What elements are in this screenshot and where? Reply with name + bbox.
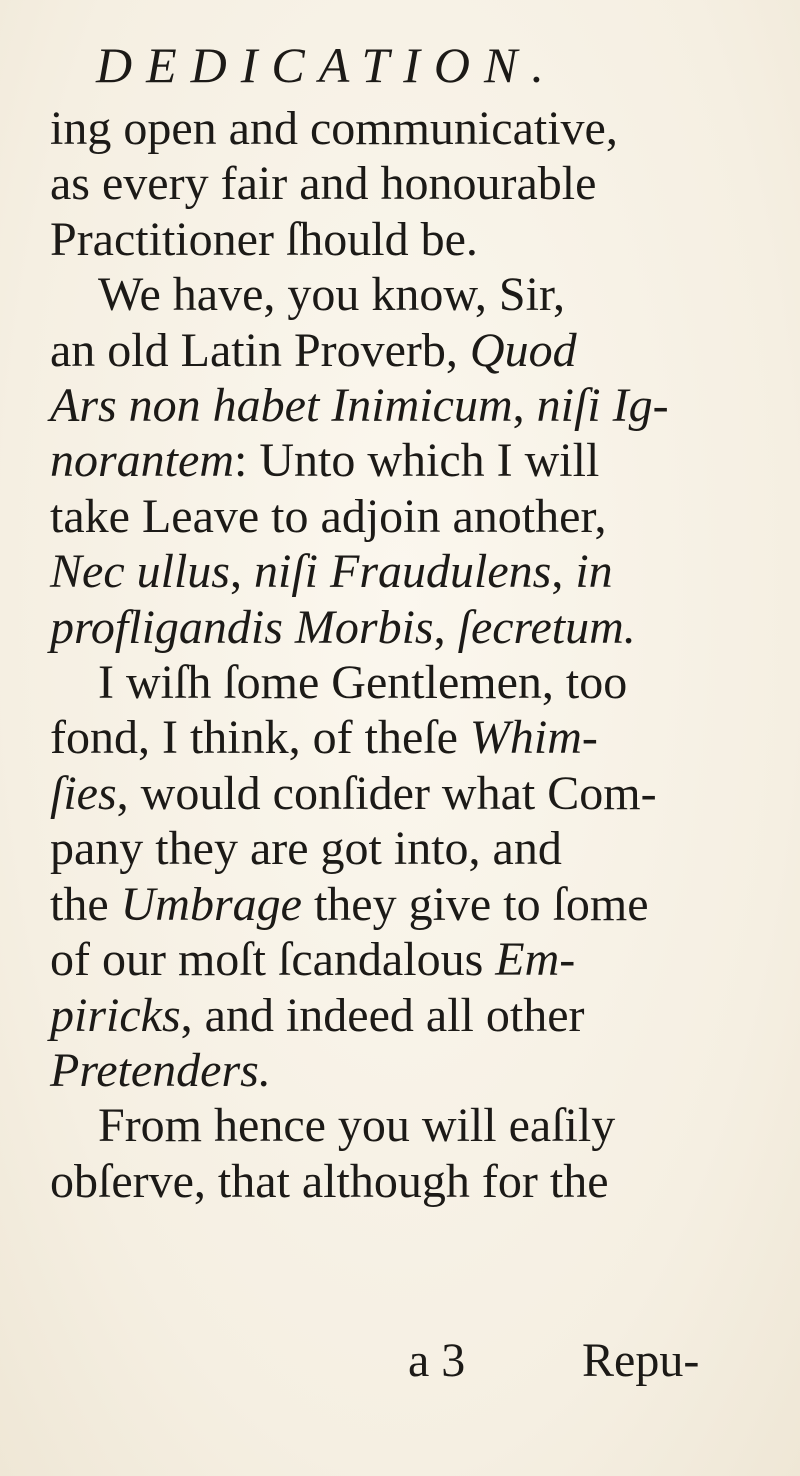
italic-text: Ars non habet Inimicum [50,379,513,433]
roman-text: I wiſh ſome Gentlemen, too [98,656,628,710]
text-line [50,267,770,322]
italic-text: Pretenders. [50,1043,271,1097]
roman-text: the [50,877,121,931]
italic-text: ſies [50,766,117,820]
roman-text: as every fair and honourable [50,157,597,211]
italic-text: Em- [495,933,576,987]
roman-text: , would conſider what Com- [116,766,657,820]
text-line [50,1098,770,1153]
roman-text: Practitioner ſhould be. [50,212,478,266]
text-line [50,323,770,378]
text-line [50,932,770,987]
text-line [50,877,770,932]
text-line [50,212,770,267]
italic-text: niſi Fraudulens [253,545,552,599]
roman-text: take Leave to adjoin another, [50,489,607,543]
text-line [50,156,770,211]
roman-text: , and indeed all other [180,988,585,1042]
text-line [50,101,770,156]
text-line [50,378,770,433]
italic-text: niſi Ig- [536,379,669,433]
text-line [50,988,770,1043]
text-line [50,489,770,544]
roman-text: an old Latin Proverb, [50,323,470,377]
roman-text: ing open and communicative, [50,102,618,155]
roman-text: , [512,379,537,433]
text-line [50,1043,770,1098]
italic-text: Umbrage [120,877,302,931]
roman-text: : Unto which I will [233,434,600,488]
roman-text: , [551,545,576,599]
text-line [50,600,770,655]
page-footer [0,1334,800,1397]
body-text [50,101,770,1209]
text-line [50,821,770,876]
text-line [50,544,770,599]
roman-text: From hence you will eaſily [98,1099,616,1153]
italic-text: piricks [50,988,181,1042]
roman-text: they give to ſome [301,877,649,931]
italic-text: in [575,545,613,599]
text-line [50,766,770,821]
roman-text: , [433,600,458,654]
italic-text: ſecretum. [457,600,636,654]
roman-text: pany they are got into, and [50,822,562,876]
text-line [50,710,770,765]
roman-text: obſerve, that although for the [50,1154,609,1208]
catchword: Repu- [582,1334,700,1387]
roman-text: fond, I think, of theſe [50,711,470,765]
text-line [50,433,770,488]
italic-text: Whim- [469,711,598,765]
roman-text: of our moſt ſcandalous [50,933,496,987]
signature-mark: a 3 [408,1334,466,1387]
text-line [50,1154,770,1209]
roman-text: , [229,545,254,599]
text-line [50,655,770,710]
italic-text: profligandis Morbis [50,600,434,654]
italic-text: Nec ullus [50,545,230,599]
running-title: DEDICATION. [96,37,558,93]
roman-text: We have, you know, Sir, [98,268,566,322]
italic-text: Quod [469,323,577,377]
italic-text: norantem [50,434,234,488]
